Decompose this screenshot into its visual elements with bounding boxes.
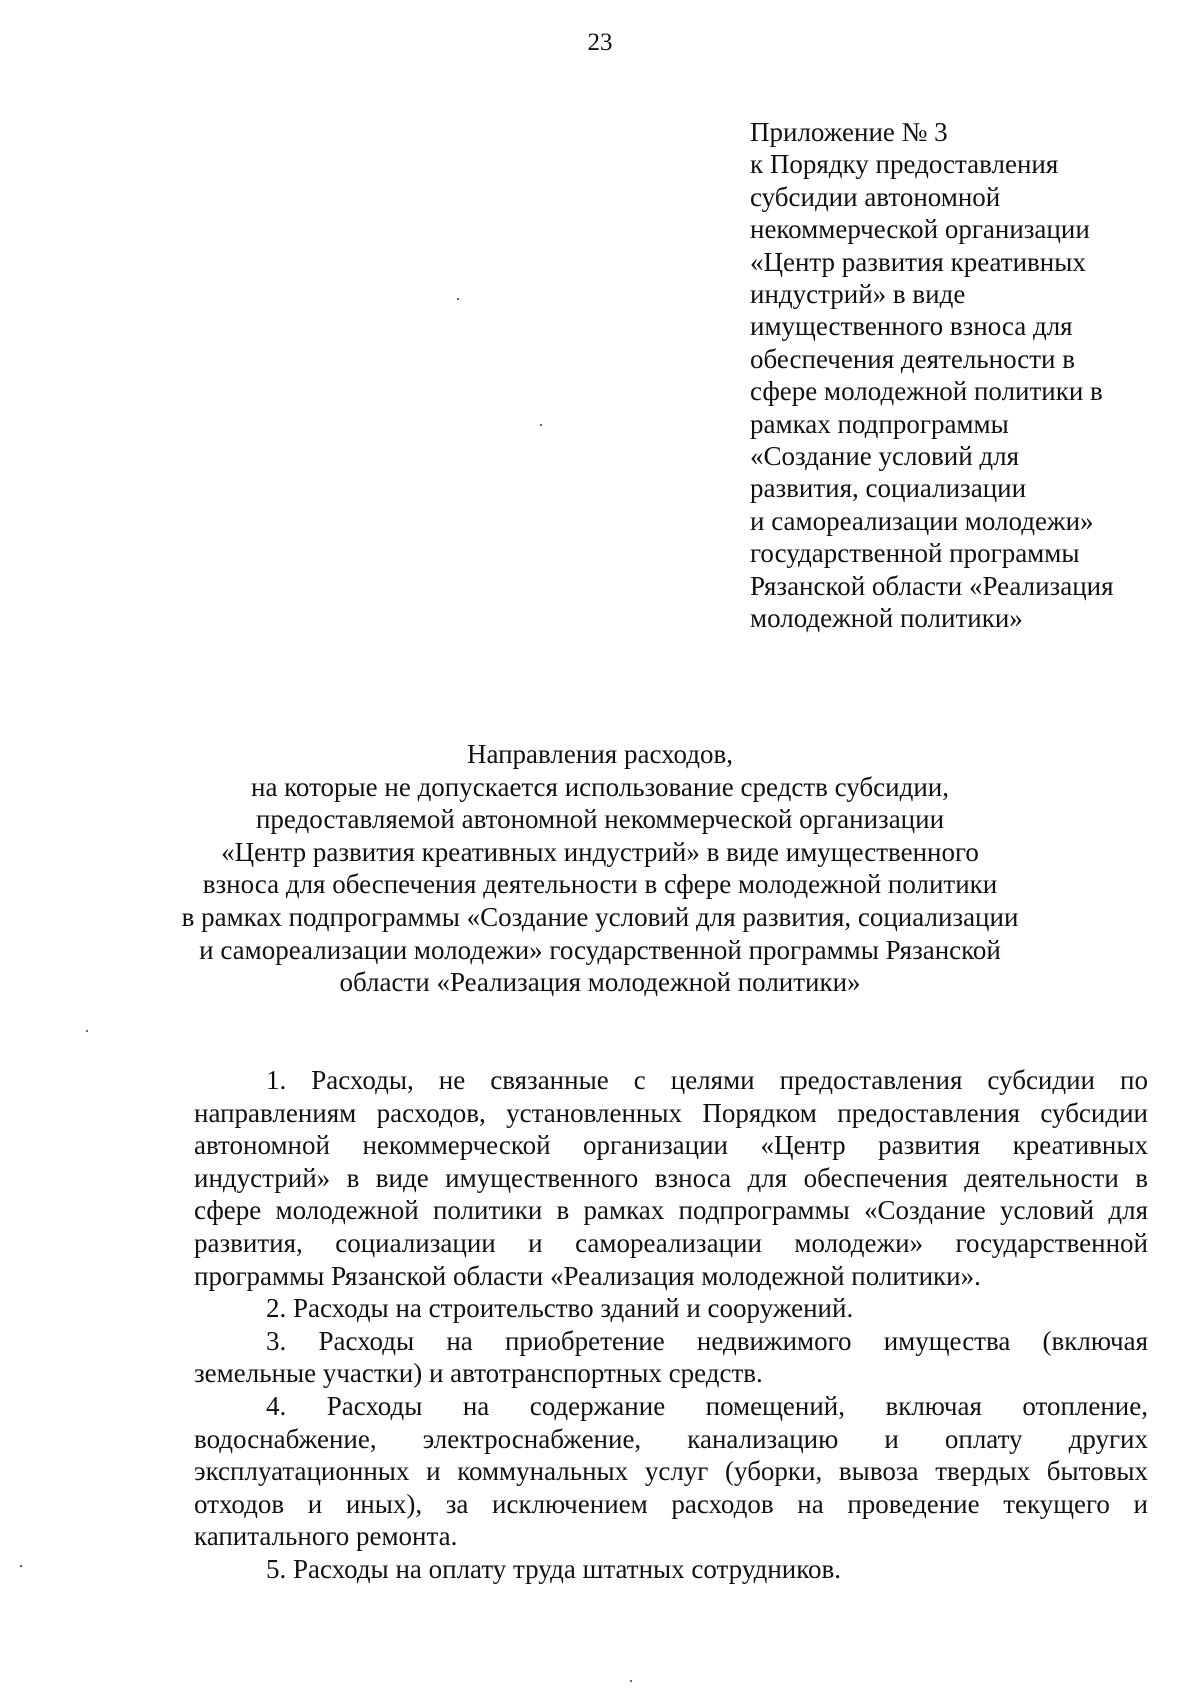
paragraph-line: сфере молодежной политики в рамках подпрограммы «Создание условий для <box>194 1195 1148 1226</box>
scan-speck <box>20 1565 22 1567</box>
appendix-line: рамках подпрограммы <box>750 408 1009 439</box>
scan-speck <box>540 424 542 426</box>
paragraph-line: направлениям расходов, установленных Порядком предоставления субсидии <box>194 1097 1148 1128</box>
list-item-4 <box>194 1390 1148 1553</box>
paragraph-line: капитального ремонта. <box>194 1521 458 1552</box>
heading-line: в рамках подпрограммы «Создание условий для развития, социализации <box>181 901 1019 932</box>
appendix-line: и самореализации молодежи» <box>750 505 1094 536</box>
scan-speck <box>457 298 459 300</box>
list-item-1 <box>194 1064 1148 1292</box>
appendix-line: государственной программы <box>750 538 1080 569</box>
paragraph-line: индустрий» в виде имущественного взноса для обеспечения деятельности в <box>194 1162 1148 1193</box>
list-item-2 <box>194 1292 1148 1325</box>
paragraph-line: 3. Расходы на приобретение недвижимого имущества (включая <box>266 1325 1148 1356</box>
paragraph-line: автономной некоммерческой организации «Центр развития креативных <box>194 1130 1148 1161</box>
heading-line: «Центр развития креативных индустрий» в виде имущественного <box>221 836 979 867</box>
appendix-line: развития, социализации <box>750 473 1027 504</box>
paragraph-line: эксплуатационных и коммунальных услуг (уборки, вывоза твердых бытовых <box>194 1456 1148 1487</box>
list-item-5 <box>194 1553 1148 1586</box>
appendix-line: имущественного взноса для <box>750 311 1073 342</box>
appendix-line: субсидии автономной <box>750 181 1001 212</box>
scan-speck <box>630 1680 632 1682</box>
heading-line: предоставляемой автономной некоммерческой организации <box>255 804 945 835</box>
paragraph-line: развития, социализации и самореализации молодежи» государственной <box>194 1227 1148 1258</box>
paragraph-line: земельные участки) и автотранспортных средств. <box>194 1358 763 1389</box>
appendix-line: индустрий» в виде <box>750 279 966 310</box>
paragraph-line: 5. Расходы на оплату труда штатных сотрудников. <box>266 1553 842 1584</box>
appendix-line: Приложение № 3 <box>750 117 948 147</box>
appendix-line: к Порядку предоставления <box>750 149 1059 180</box>
appendix-line: обеспечения деятельности в <box>750 343 1075 374</box>
paragraph-line: программы Рязанской области «Реализация молодежной политики». <box>194 1260 981 1291</box>
heading-line: взноса для обеспечения деятельности в сфере молодежной политики <box>202 869 998 900</box>
document-body <box>194 1064 1148 1586</box>
paragraph-line: водоснабжение, электроснабжение, канализацию и оплату других <box>194 1423 1148 1454</box>
paragraph-line: 1. Расходы, не связанные с целями предоставления субсидии по <box>266 1065 1148 1095</box>
scan-speck <box>86 1030 88 1032</box>
heading-line: области «Реализация молодежной политики» <box>339 967 861 998</box>
appendix-line: Рязанской области «Реализация <box>750 570 1114 601</box>
paragraph-line: отходов и иных), за исключением расходов на проведение текущего и <box>194 1488 1148 1519</box>
appendix-block <box>750 116 1170 635</box>
document-heading <box>0 738 1200 999</box>
heading-line: на которые не допускается использование средств субсидии, <box>251 771 949 802</box>
appendix-line: некоммерческой организации <box>750 214 1090 245</box>
appendix-line: сфере молодежной политики в <box>750 376 1103 407</box>
page-number: 23 <box>587 29 613 56</box>
appendix-line: «Центр развития креативных <box>750 246 1086 277</box>
appendix-line: «Создание условий для <box>750 441 1020 472</box>
list-item-3 <box>194 1325 1148 1390</box>
heading-line: и самореализации молодежи» государственной программы Рязанской <box>199 934 1001 965</box>
paragraph-line: 4. Расходы на содержание помещений, включая отопление, <box>266 1390 1148 1421</box>
appendix-line: молодежной политики» <box>750 603 1023 634</box>
heading-line: Направления расходов, <box>466 739 734 769</box>
paragraph-line: 2. Расходы на строительство зданий и сооружений. <box>266 1293 854 1324</box>
